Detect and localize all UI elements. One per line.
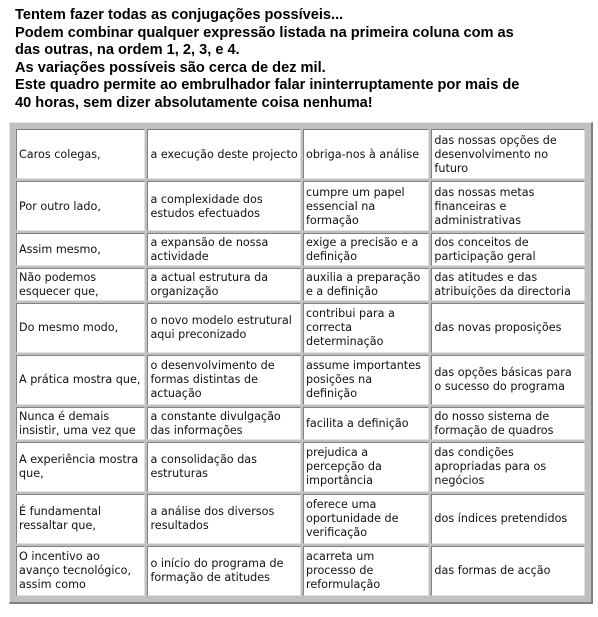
table-row (16, 268, 585, 301)
table-cell: assume importantes posições na definição (303, 355, 429, 405)
table-cell: das opções básicas para o sucesso do programa (431, 355, 585, 405)
table-cell: a execução deste projecto (147, 129, 301, 179)
intro-line: 40 horas, sem dizer absolutamente coisa nenhuma! (15, 94, 373, 111)
table-row (16, 407, 585, 440)
table-row (16, 181, 585, 231)
table-cell: das condições apropriadas para os negócios (431, 442, 585, 492)
table-cell: dos índices pretendidos (431, 494, 585, 544)
table-cell: a consolidação das estruturas (147, 442, 301, 492)
table-cell: A prática mostra que, (16, 355, 145, 405)
table-row (16, 546, 585, 596)
intro-line: Tentem fazer todas as conjugações possíveis... (15, 7, 344, 23)
table-cell: a complexidade dos estudos efectuados (147, 181, 301, 231)
table-cell: oferece uma oportunidade de verificação (303, 494, 429, 544)
phrase-table-frame (9, 122, 593, 604)
table-cell: A experiência mostra que, (16, 442, 145, 492)
table-cell: o novo modelo estrutural aqui preconizado (147, 303, 301, 353)
table-cell: das nossas opções de desenvolvimento no futuro (431, 129, 585, 179)
intro-line: Podem combinar qualquer expressão listada na primeira coluna com as (15, 24, 514, 41)
table-row (16, 233, 585, 266)
table-cell: a constante divulgação das informações (147, 407, 301, 440)
table-cell: dos conceitos de participação geral (431, 233, 585, 266)
table-row (16, 442, 585, 492)
table-cell: prejudica a percepção da importância (303, 442, 429, 492)
table-cell: o desenvolvimento de formas distintas de actuação (147, 355, 301, 405)
table-cell: das nossas metas financeiras e administrativas (431, 181, 585, 231)
table-cell: das atitudes e das atribuições da directoria (431, 268, 585, 301)
table-cell: auxilia a preparação e a definição (303, 268, 429, 301)
table-row (16, 129, 585, 179)
table-cell: acarreta um processo de reformulação (303, 546, 429, 596)
table-cell: o início do programa de formação de atitudes (147, 546, 301, 596)
table-cell: Por outro lado, (16, 181, 145, 231)
table-cell: contribui para a correcta determinação (303, 303, 429, 353)
table-cell: Do mesmo modo, (16, 303, 145, 353)
intro-line: As variações possíveis são cerca de dez mil. (15, 59, 326, 76)
table-cell: exige a precisão e a definição (303, 233, 429, 266)
table-cell: cumpre um papel essencial na formação (303, 181, 429, 231)
table-cell: do nosso sistema de formação de quadros (431, 407, 585, 440)
table-cell: Caros colegas, (16, 129, 145, 179)
table-cell: Assim mesmo, (16, 233, 145, 266)
table-row (16, 355, 585, 405)
table-row (16, 303, 585, 353)
intro-text (15, 7, 590, 112)
table-cell: facilita a definição (303, 407, 429, 440)
intro-line: Este quadro permite ao embrulhador falar ininterruptamente por mais de (15, 77, 520, 93)
table-cell: Nunca é demais insistir, uma vez que (16, 407, 145, 440)
table-cell: das novas proposições (431, 303, 585, 353)
table-cell: Não podemos esquecer que, (16, 268, 145, 301)
phrase-table (14, 127, 587, 598)
intro-line: das outras, na ordem 1, 2, 3, e 4. (15, 42, 240, 58)
table-cell: a actual estrutura da organização (147, 268, 301, 301)
table-cell: a análise dos diversos resultados (147, 494, 301, 544)
table-cell: a expansão de nossa actividade (147, 233, 301, 266)
table-cell: obriga-nos à análise (303, 129, 429, 179)
table-cell: É fundamental ressaltar que, (16, 494, 145, 544)
table-cell: O incentivo ao avanço tecnológico, assim como (16, 546, 145, 596)
table-cell: das formas de acção (431, 546, 585, 596)
table-row (16, 494, 585, 544)
